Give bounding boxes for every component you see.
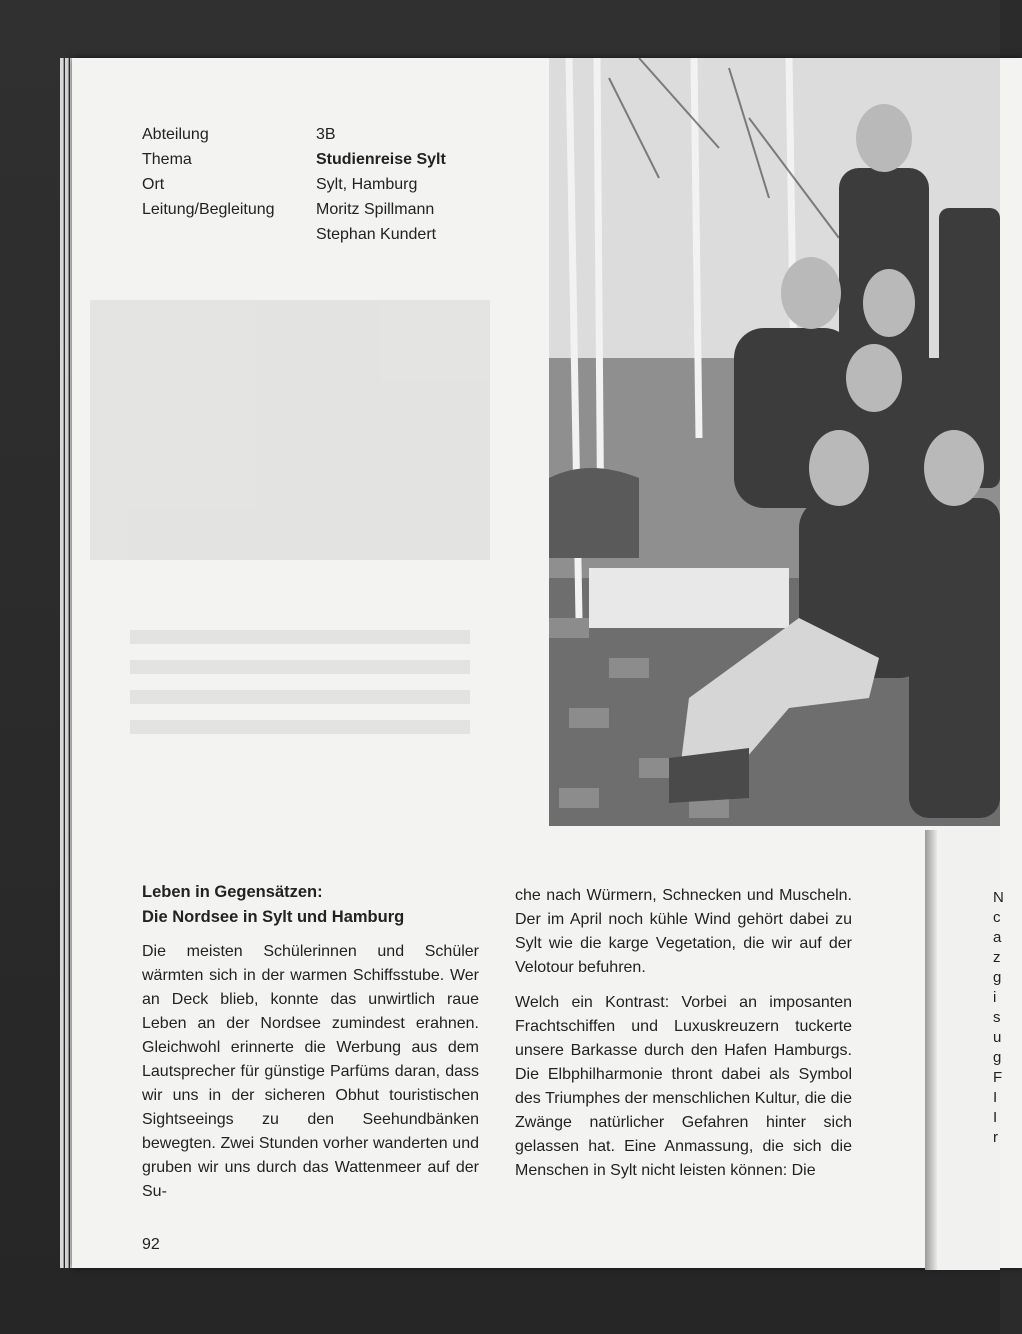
article-paragraph-1: Die meisten Schülerinnen und Schüler wärmten sich in der warmen Schiffsstube. Wer an Deck blieb, konnte das unwirtlich raue Leben an der Nordsee zumindest erahnen. Gleichwohl erinnerte die Werbung aus dem Lautsprecher für günstige Parfüms daran, dass wir uns in der sicheren Obhut touristischen Sightseeings zu den Seehundbänken bewegten. Zwei Stunden vorher wanderten und gruben wir uns durch das Wattenmeer auf der Su- — [142, 943, 479, 1200]
group-photo — [549, 58, 1000, 826]
department-label: Abteilung — [142, 126, 209, 143]
next-page-letter: c — [993, 909, 1001, 926]
heading-line-2: Die Nordsee in Sylt und Hamburg — [142, 908, 405, 926]
next-page-letter: g — [993, 969, 1002, 986]
place-label: Ort — [142, 176, 165, 193]
show-through-ghost — [90, 280, 490, 780]
lead-label: Leitung/Begleitung — [142, 201, 275, 218]
next-page-letter: I — [993, 1109, 998, 1126]
next-page-letter: g — [993, 1049, 1002, 1066]
next-page-letter: a — [993, 929, 1002, 946]
course-info-table — [142, 122, 446, 247]
next-page-letter: z — [993, 949, 1001, 966]
topic-value: Studienreise Sylt — [316, 151, 446, 168]
article-paragraph-3: Welch ein Kontrast: Vorbei an imposanten Frachtschiffen und Luxuskreuzern tuckerte unsere Barkasse durch den Hafen Hamburgs. Die Elbphilharmonie thront dabei als Symbol des Triumphes der menschlichen Kultur, die die Zwänge natürlicher Gefahren hinter sich gelassen hat. Eine Anmassung, die sich die Menschen in Sylt nicht leisten können: Die — [515, 994, 852, 1179]
article-column-1 — [142, 880, 479, 1204]
department-value: 3B — [316, 126, 336, 143]
next-page-letter: I — [993, 1089, 998, 1106]
topic-label: Thema — [142, 151, 192, 168]
next-page-letters — [993, 888, 1003, 1148]
info-row-department — [142, 122, 446, 147]
article-heading — [142, 880, 479, 930]
article-column-2 — [515, 884, 852, 1183]
info-row-place — [142, 172, 446, 197]
next-page-edge — [925, 830, 1004, 1270]
heading-line-1: Leben in Gegensätzen: — [142, 883, 323, 901]
next-page-letter: i — [993, 989, 997, 1006]
next-page-letter: N — [993, 889, 1004, 906]
info-row-lead — [142, 197, 446, 222]
page-number: 92 — [142, 1236, 160, 1253]
next-page-letter: u — [993, 1029, 1002, 1046]
next-page-letter: r — [993, 1129, 998, 1146]
next-page-letter: s — [993, 1009, 1001, 1026]
article-paragraph-2: che nach Würmern, Schnecken und Muscheln. Der im April noch kühle Wind gehört dabei zu Sylt wie die karge Vegetation, die wir auf der Velotour befuhren. — [515, 887, 852, 976]
place-value: Sylt, Hamburg — [316, 176, 418, 193]
info-row-lead-2 — [142, 222, 446, 247]
next-page-letter: F — [993, 1069, 1003, 1086]
info-row-topic — [142, 147, 446, 172]
lead-value-1: Moritz Spillmann — [316, 201, 435, 218]
lead-value-2: Stephan Kundert — [316, 226, 437, 243]
